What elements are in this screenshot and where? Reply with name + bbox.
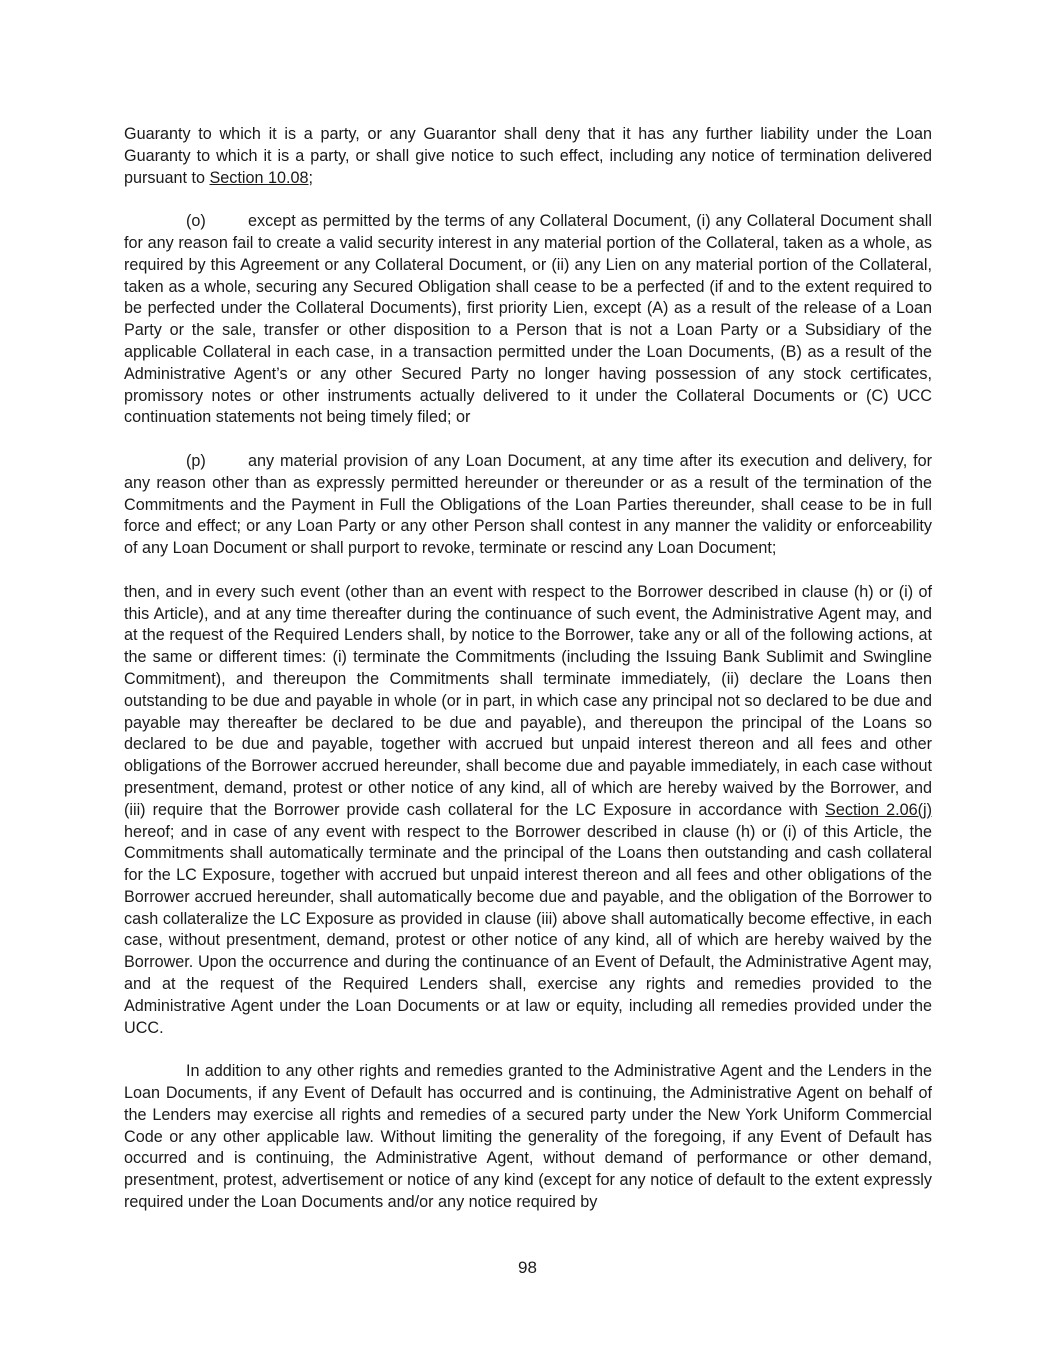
- remedies-paragraph: [124, 582, 932, 1040]
- clause-p-label: (p): [186, 451, 206, 470]
- paragraph-text-end: ;: [308, 168, 313, 187]
- remedies-text: then, and in every such event (other than an event with respect to the Borrower described in clause (h) or (i) of this Article), and at any time thereafter during the continuance of such event, the Administrative Agent may, and at the request of the Required Lenders shall, by notice to the Borrower, take any or all of the following actions, at the same or different times: (i) terminate the Commitments (including the Issuing Bank Sublimit and Swingline Commitment), and thereupon the Commitments shall terminate immediately, (ii) declare the Loans then outstanding to be due and payable in whole (or in part, in which case any principal not so declared to be due and payable may thereafter be declared to be due and payable), and thereupon the principal of the Loans so declared to be due and payable, together with accrued but unpaid interest thereon and all fees and other obligations of the Borrower accrued hereunder, shall become due and payable immediately, in each case without presentment, demand, protest or other notice of any kind, all of which are hereby waived by the Borrower, and (iii) require that the Borrower provide cash collateral for the LC Exposure in accordance with: [124, 582, 932, 819]
- remedies-text-end: hereof; and in case of any event with respect to the Borrower described in clause (h) or (i) of this Article, the Commitments shall automatically terminate and the principal of the Loans then outstanding and cash collateral for the LC Exposure, together with accrued but unpaid interest thereon and all fees and other obligations of the Borrower accrued hereunder, shall automatically become due and payable, and the obligation of the Borrower to cash collateralize the LC Exposure as provided in clause (iii) above shall automatically become effective, in each case, without presentment, demand, protest or other notice of any kind, all of which are hereby waived by the Borrower. Upon the occurrence and during the continuance of an Event of Default, the Administrative Agent may, and at the request of the Required Lenders shall, exercise any rights and remedies provided to the Administrative Agent under the Loan Documents or at law or equity, including all remedies provided under the UCC.: [124, 822, 932, 1037]
- paragraph-text: Guaranty to which it is a party, or any Guarantor shall deny that it has any further liability under the Loan Guaranty to which it is a party, or shall give notice to such effect, including any notice of termination delivered pursuant to: [124, 125, 932, 187]
- document-body: [124, 124, 932, 1214]
- clause-o-text: except as permitted by the terms of any Collateral Document, (i) any Collateral Document shall for any reason fail to create a valid security interest in any material portion of the Collateral, taken as a whole, as required by this Agreement or any Collateral Document, or (ii) any Lien on any material portion of the Collateral, taken as a whole, securing any Secured Obligation shall cease to be a perfected (if and to the extent required to be perfected under the Collateral Documents), first priority Lien, except (A) as a result of the release of a Loan Party or the sale, transfer or other disposition to a Person that is not a Loan Party or a Subsidiary of the applicable Collateral in each case, in a transaction permitted under the Loan Documents, (B) as a result of the Administrative Agent’s or any other Secured Party no longer having possession of any stock certificates, promissory notes or other instruments actually delivered to it under the Collateral Documents or (C) UCC continuation statements not being timely filed; or: [124, 212, 932, 427]
- clause-o-label: (o): [186, 212, 206, 231]
- clause-p: [124, 451, 932, 560]
- section-2-06-j-reference: Section 2.06(j): [825, 800, 933, 819]
- section-10-08-reference: Section 10.08: [209, 168, 309, 187]
- paragraph-n-continued: [124, 124, 932, 189]
- additional-rights-paragraph: In addition to any other rights and remedies granted to the Administrative Agent and the Lenders in the Loan Documents, if any Event of Default has occurred and is continuing, the Administrative Agent on behalf of the Lenders may exercise all rights and remedies of a secured party under the New York Uniform Commercial Code or any other applicable law. Without limiting the generality of the foregoing, if any Event of Default has occurred and is continuing, the Administrative Agent, without demand of performance or other demand, presentment, protest, advertisement or notice of any kind (except for any notice of default to the extent expressly required under the Loan Documents and/or any notice required by: [124, 1062, 932, 1212]
- clause-o: [124, 211, 932, 429]
- page-number: 98: [518, 1258, 537, 1277]
- clause-p-text: any material provision of any Loan Document, at any time after its execution and delivery, for any reason other than as expressly permitted hereunder or thereunder or as a result of the termination of the Commitments and the Payment in Full the Obligations of the Loan Parties thereunder, shall cease to be in full force and effect; or any Loan Party or any other Person shall contest in any manner the validity or enforceability of any Loan Document or shall purport to revoke, terminate or rescind any Loan Document;: [124, 451, 932, 558]
